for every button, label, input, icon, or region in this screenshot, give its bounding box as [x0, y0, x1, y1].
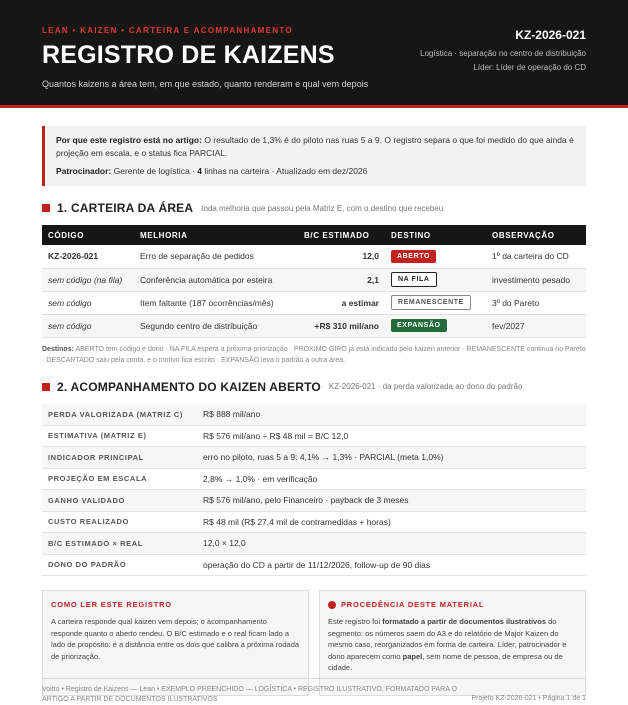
header-banner	[0, 0, 628, 108]
row-obs: 1º da carteira do CD	[486, 245, 586, 268]
provenance-t1: Este registro foi	[328, 617, 383, 626]
provenance-t2: do segmento: os números saem do A3 e do relatório de Major Kaizen do mesmo caso, reorganizados em forma de carteira. Líder, patrocinador e dono aparecem como	[328, 617, 567, 661]
tracking-key: CUSTO REALIZADO	[42, 511, 197, 533]
tracking-table	[42, 404, 586, 577]
tracking-row	[42, 468, 586, 490]
row-destino	[385, 291, 486, 314]
tracking-row	[42, 404, 586, 426]
portfolio-table	[42, 225, 586, 338]
note-lines-count: 4	[197, 166, 202, 176]
col-codigo: CÓDIGO	[42, 225, 134, 245]
note-why-label: Por que este registro está no artigo:	[56, 135, 202, 145]
page-title: REGISTRO DE KAIZENS	[42, 41, 335, 69]
status-badge-na-fila: NA FILA	[391, 272, 437, 287]
section-1-subtitle: toda melhoria que passou pela Matriz E, com o destino que recebeu	[201, 203, 444, 213]
col-destino: DESTINO	[385, 225, 486, 245]
section-2-title: 2. ACOMPANHAMENTO DO KAIZEN ABERTO	[57, 379, 321, 394]
row-destino	[385, 268, 486, 291]
row-obs: fev/2027	[486, 314, 586, 337]
section-marker-icon	[42, 204, 50, 212]
row-code: sem código (na fila)	[42, 268, 134, 291]
row-melhoria: Item faltante (187 ocorrências/mês)	[134, 291, 298, 314]
header-kicker: LEAN • KAIZEN • CARTEIRA E ACOMPANHAMENTO	[42, 26, 293, 35]
row-bc: +R$ 310 mil/ano	[298, 314, 385, 337]
tracking-key: PERDA VALORIZADA (MATRIZ C)	[42, 404, 197, 426]
tracking-value: operação do CD a partir de 11/12/2026, follow-up de 90 dias	[197, 554, 586, 576]
tracking-value: R$ 576 mil/ano ÷ R$ 48 mil = B/C 12,0	[197, 425, 586, 447]
tracking-key: PROJEÇÃO EM ESCALA	[42, 468, 197, 490]
row-bc: 12,0	[298, 245, 385, 268]
row-code: sem código	[42, 314, 134, 337]
table-row	[42, 314, 586, 337]
tracking-row	[42, 425, 586, 447]
tracking-value: R$ 48 mil (R$ 27,4 mil de contramedidas + horas)	[197, 511, 586, 533]
legend-text: ABERTO tem código e dono · NA FILA espera a próxima priorização · PRÓXIMO GIRO já está indicado pelo kaizen anterior · REMANESCENTE continua no Pareto · DESCARTADO saiu pela conta, e o motivo fica escrito · EXPANSÃO leva o padrão a outra área.	[42, 345, 586, 364]
tracking-value: R$ 576 mil/ano, pelo Financeiro · payback de 3 meses	[197, 490, 586, 512]
note-sponsor-text: Gerente de logística ·	[111, 166, 198, 176]
tracking-key: B/C ESTIMADO × REAL	[42, 533, 197, 555]
section-1-heading	[42, 201, 586, 215]
provenance-heading	[328, 600, 577, 609]
tracking-row	[42, 447, 586, 469]
note-sponsor-label: Patrocinador:	[56, 166, 112, 176]
tracking-row	[42, 554, 586, 576]
portfolio-table-header	[42, 225, 586, 245]
note-why-text: O resultado de 1,3% é do piloto nas ruas 5 a 9. O registro separa o que foi medido do que ainda é projeção em escala, e o status fica PARCIAL.	[56, 135, 574, 158]
record-dot-icon	[328, 601, 336, 609]
table-row	[42, 291, 586, 314]
provenance-text	[328, 616, 577, 674]
row-obs: investimento pesado	[486, 268, 586, 291]
how-to-read-title: COMO LER ESTE REGISTRO	[51, 600, 172, 609]
header-meta-leader: Líder: Líder de operação do CD	[473, 63, 586, 72]
row-destino	[385, 245, 486, 268]
tracking-value: erro no piloto, ruas 5 a 9: 4,1% → 1,3% · PARCIAL (meta 1,0%)	[197, 447, 586, 469]
provenance-b1: formatado a partir de documentos ilustrativos	[382, 617, 546, 626]
row-melhoria: Segundo centro de distribuição	[134, 314, 298, 337]
tracking-row	[42, 490, 586, 512]
section-1-title: 1. CARTEIRA DA ÁREA	[57, 201, 194, 215]
tracking-key: GANHO VALIDADO	[42, 490, 197, 512]
status-badge-expansao: EXPANSÃO	[391, 319, 447, 332]
row-code: KZ-2026-021	[42, 245, 134, 268]
section-2-subtitle: KZ-2026-021 · da perda valorizada ao dono do padrão	[328, 382, 523, 391]
tracking-row	[42, 511, 586, 533]
tracking-value: R$ 888 mil/ano	[197, 404, 586, 426]
tracking-value: 2,8% → 1,0% · em verificação	[197, 468, 586, 490]
col-observacao: OBSERVAÇÃO	[486, 225, 586, 245]
page-subtitle: Quantos kaizens a área tem, em que estado, quanto renderam e qual vem depois	[42, 79, 369, 89]
table-row	[42, 268, 586, 291]
section-2-heading	[42, 380, 586, 394]
footer-right: Projeto KZ-2026-021 • Página 1 de 1	[471, 695, 586, 702]
row-obs: 3º do Pareto	[486, 291, 586, 314]
row-destino	[385, 314, 486, 337]
tracking-key: ESTIMATIVA (MATRIZ E)	[42, 425, 197, 447]
row-bc: 2,1	[298, 268, 385, 291]
tracking-key: INDICADOR PRINCIPAL	[42, 447, 197, 469]
tracking-value: 12,0 × 12,0	[197, 533, 586, 555]
note-why	[56, 134, 575, 160]
col-bc: B/C ESTIMADO	[298, 225, 385, 245]
note-sponsor	[56, 165, 575, 178]
kaizen-code: KZ-2026-021	[515, 28, 586, 42]
page-footer	[42, 678, 586, 705]
destinations-legend	[42, 344, 586, 366]
row-bc: a estimar	[298, 291, 385, 314]
section-marker-icon	[42, 383, 50, 391]
col-melhoria: MELHORIA	[134, 225, 298, 245]
tracking-row	[42, 533, 586, 555]
how-to-read-text: A carteira responde qual kaizen vem depois; o acompanhamento responde quanto o aberto rendeu. O B/C estimado e o real ficam lado a lado de propósito: é a distância entre os dois que calibra a próxima rodada de priorização.	[51, 617, 300, 661]
status-badge-remanescente: REMANESCENTE	[391, 295, 471, 310]
context-note	[42, 126, 586, 186]
legend-label: Destinos:	[42, 345, 74, 353]
footer-left: Voitto • Registro de Kaizens — Lean • EXEMPLO PREENCHIDO — LOGÍSTICA • REGISTRO ILUSTRATIVO, FORMATADO PARA O ARTIGO A PARTIR DE DOCUMENTOS ILUSTRATIVOS	[42, 686, 457, 703]
row-code: sem código	[42, 291, 134, 314]
header-meta-area: Logística · separação no centro de distribuição	[420, 49, 586, 58]
row-melhoria: Erro de separação de pedidos	[134, 245, 298, 268]
header-meta	[420, 28, 586, 75]
status-badge-aberto: ABERTO	[391, 250, 436, 263]
provenance-title: PROCEDÊNCIA DESTE MATERIAL	[341, 600, 485, 609]
provenance-t3: , sem nome de pessoa, de empresa ou de cidade.	[328, 651, 563, 672]
row-melhoria: Conferência automática por esteira	[134, 268, 298, 291]
provenance-b2: papel	[402, 651, 423, 661]
note-lines-text: linhas na carteira · Atualizado em dez/2026	[202, 166, 368, 176]
table-row	[42, 245, 586, 268]
tracking-key: DONO DO PADRÃO	[42, 554, 197, 576]
